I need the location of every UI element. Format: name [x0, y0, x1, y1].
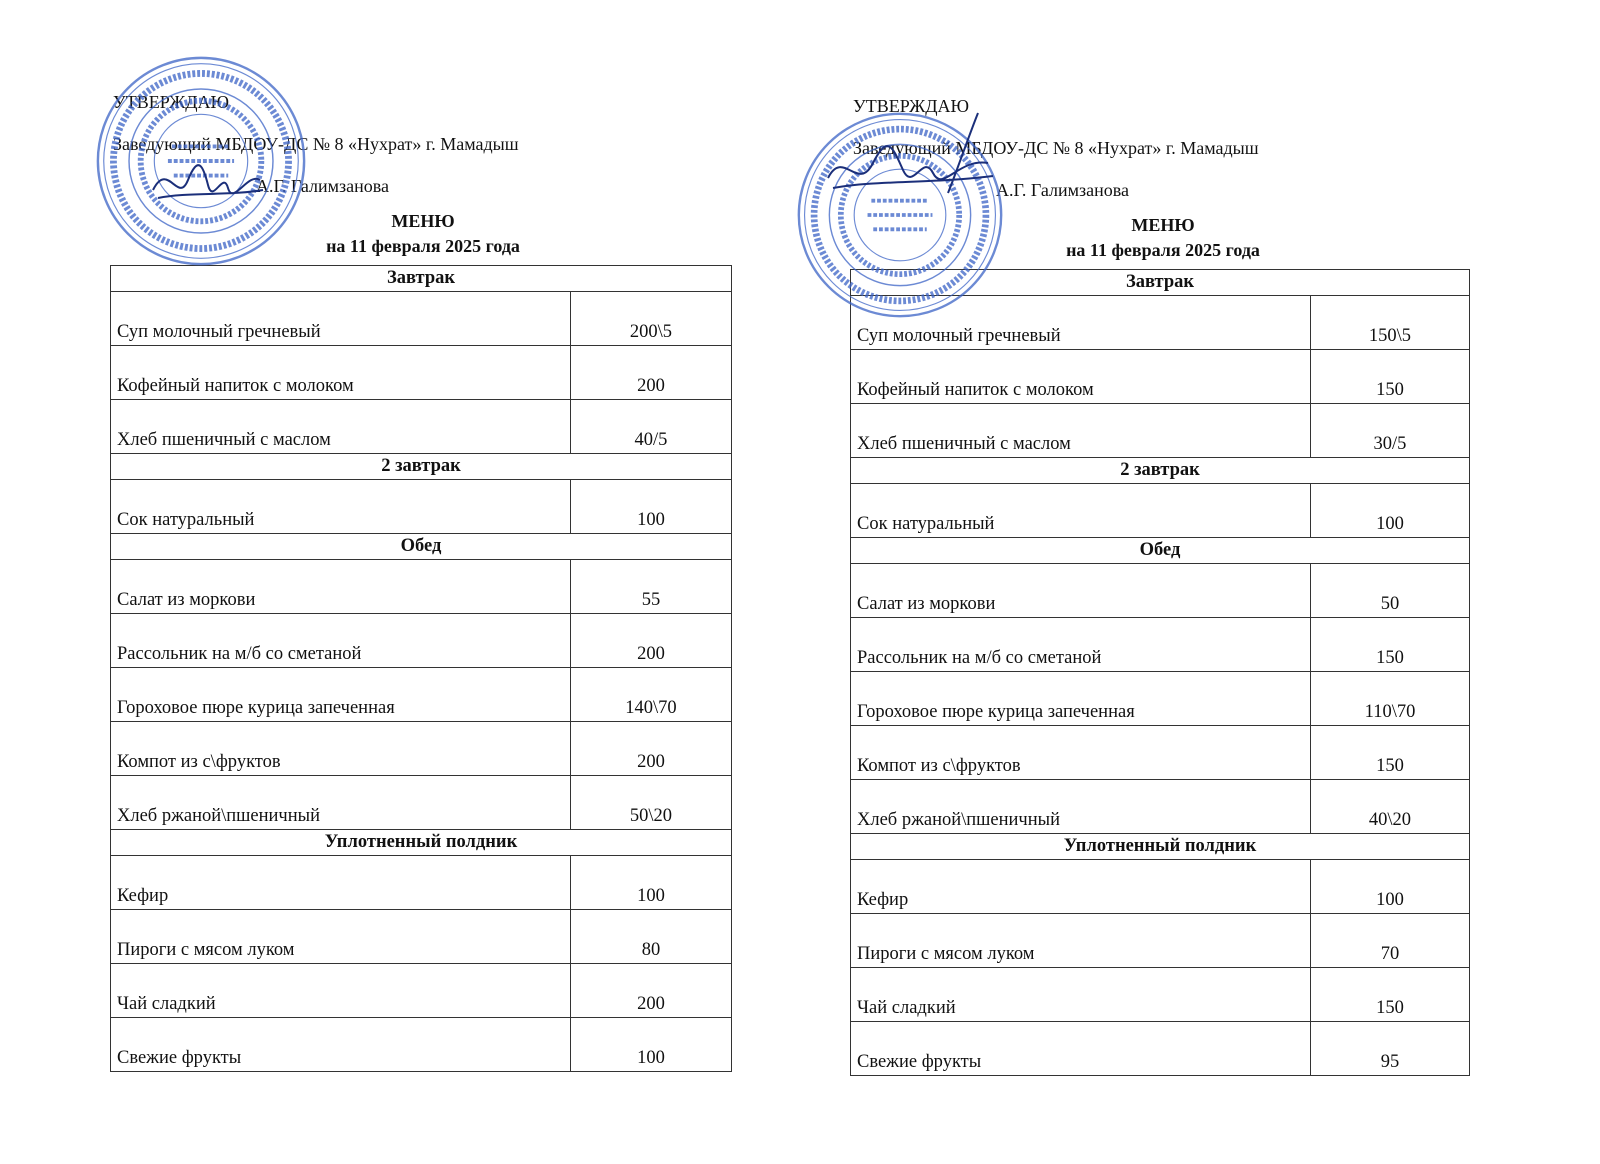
- dish-portion: 100: [571, 480, 732, 534]
- section-header-row: [851, 538, 1470, 564]
- menu-date: на 11 февраля 2025 года: [326, 236, 520, 256]
- section-header-row: [851, 270, 1470, 296]
- section-title: 2 завтрак: [851, 458, 1470, 484]
- dish-portion: 200: [571, 722, 732, 776]
- dish-portion: 200: [571, 964, 732, 1018]
- dish-portion: 70: [1311, 914, 1470, 968]
- table-row: [851, 404, 1470, 458]
- section-title: Уплотненный полдник: [111, 830, 732, 856]
- dish-name: Салат из моркови: [851, 564, 1311, 618]
- table-row: [851, 860, 1470, 914]
- dish-portion: 55: [571, 560, 732, 614]
- menu-title: МЕНЮ: [1131, 215, 1195, 235]
- dish-name: Свежие фрукты: [111, 1018, 571, 1072]
- table-row: [851, 780, 1470, 834]
- dish-name: Рассольник на м/б со сметаной: [111, 614, 571, 668]
- section-title: Обед: [111, 534, 732, 560]
- table-row: [111, 400, 732, 454]
- section-title: Завтрак: [111, 266, 732, 292]
- dish-portion: 80: [571, 910, 732, 964]
- table-row: [111, 480, 732, 534]
- dish-portion: 95: [1311, 1022, 1470, 1076]
- table-row: [111, 776, 732, 830]
- dish-name: Чай сладкий: [111, 964, 571, 1018]
- table-row: [851, 968, 1470, 1022]
- section-header-row: [851, 834, 1470, 860]
- signature-icon: [148, 150, 268, 210]
- dish-name: Кофейный напиток с молоком: [111, 346, 571, 400]
- table-row: [851, 296, 1470, 350]
- menu-table: [850, 269, 1470, 1076]
- dish-name: Кефир: [111, 856, 571, 910]
- dish-portion: 150: [1311, 726, 1470, 780]
- dish-name: Суп молочный гречневый: [851, 296, 1311, 350]
- section-header-row: [851, 458, 1470, 484]
- dish-name: Пироги с мясом луком: [851, 914, 1311, 968]
- dish-portion: 40\20: [1311, 780, 1470, 834]
- menu-date: на 11 февраля 2025 года: [1066, 240, 1260, 260]
- dish-name: Рассольник на м/б со сметаной: [851, 618, 1311, 672]
- dish-name: Компот из с\фруктов: [851, 726, 1311, 780]
- section-title: Завтрак: [851, 270, 1470, 296]
- dish-portion: 150: [1311, 350, 1470, 404]
- table-row: [851, 726, 1470, 780]
- table-row: [111, 1018, 732, 1072]
- dish-portion: 200: [571, 346, 732, 400]
- dish-portion: 150: [1311, 618, 1470, 672]
- section-header-row: [111, 830, 732, 856]
- dish-name: Сок натуральный: [851, 484, 1311, 538]
- dish-name: Свежие фрукты: [851, 1022, 1311, 1076]
- head-position: Заведующий МБДОУ-ДС № 8 «Нухрат» г. Мамадыш: [113, 134, 519, 154]
- table-row: [111, 722, 732, 776]
- menu-table: [110, 265, 732, 1072]
- section-title: Обед: [851, 538, 1470, 564]
- menu-title: МЕНЮ: [391, 211, 455, 231]
- table-row: [111, 292, 732, 346]
- dish-name: Хлеб ржаной\пшеничный: [111, 776, 571, 830]
- dish-name: Гороховое пюре курица запеченная: [111, 668, 571, 722]
- head-name: А.Г. Галимзанова: [256, 176, 389, 196]
- dish-portion: 100: [1311, 860, 1470, 914]
- dish-portion: 100: [1311, 484, 1470, 538]
- head-position: Заведующий МБДОУ-ДС № 8 «Нухрат» г. Мамадыш: [853, 138, 1259, 158]
- dish-name: Хлеб пшеничный с маслом: [851, 404, 1311, 458]
- table-row: [111, 668, 732, 722]
- approve-label: УТВЕРЖДАЮ: [113, 92, 230, 112]
- table-row: [851, 914, 1470, 968]
- table-row: [851, 484, 1470, 538]
- dish-name: Сок натуральный: [111, 480, 571, 534]
- section-title: 2 завтрак: [111, 454, 732, 480]
- section-header-row: [111, 266, 732, 292]
- table-row: [851, 618, 1470, 672]
- dish-portion: 200\5: [571, 292, 732, 346]
- section-header-row: [111, 454, 732, 480]
- dish-name: Чай сладкий: [851, 968, 1311, 1022]
- section-header-row: [111, 534, 732, 560]
- table-row: [851, 564, 1470, 618]
- dish-name: Пироги с мясом луком: [111, 910, 571, 964]
- dish-name: Хлеб пшеничный с маслом: [111, 400, 571, 454]
- dish-portion: 100: [571, 856, 732, 910]
- approve-label: УТВЕРЖДАЮ: [853, 96, 970, 116]
- dish-portion: 40/5: [571, 400, 732, 454]
- dish-name: Хлеб ржаной\пшеничный: [851, 780, 1311, 834]
- dish-portion: 50\20: [571, 776, 732, 830]
- table-row: [851, 672, 1470, 726]
- table-row: [111, 910, 732, 964]
- table-row: [111, 560, 732, 614]
- table-row: [851, 350, 1470, 404]
- dish-portion: 100: [571, 1018, 732, 1072]
- table-row: [851, 1022, 1470, 1076]
- head-name: А.Г. Галимзанова: [996, 180, 1129, 200]
- dish-portion: 140\70: [571, 668, 732, 722]
- dish-portion: 200: [571, 614, 732, 668]
- dish-name: Кефир: [851, 860, 1311, 914]
- dish-name: Салат из моркови: [111, 560, 571, 614]
- table-row: [111, 346, 732, 400]
- table-row: [111, 614, 732, 668]
- table-row: [111, 964, 732, 1018]
- section-title: Уплотненный полдник: [851, 834, 1470, 860]
- table-row: [111, 856, 732, 910]
- signature-icon: [818, 108, 998, 208]
- dish-name: Гороховое пюре курица запеченная: [851, 672, 1311, 726]
- dish-portion: 150\5: [1311, 296, 1470, 350]
- dish-portion: 150: [1311, 968, 1470, 1022]
- dish-portion: 110\70: [1311, 672, 1470, 726]
- dish-name: Кофейный напиток с молоком: [851, 350, 1311, 404]
- dish-portion: 30/5: [1311, 404, 1470, 458]
- dish-name: Компот из с\фруктов: [111, 722, 571, 776]
- dish-portion: 50: [1311, 564, 1470, 618]
- dish-name: Суп молочный гречневый: [111, 292, 571, 346]
